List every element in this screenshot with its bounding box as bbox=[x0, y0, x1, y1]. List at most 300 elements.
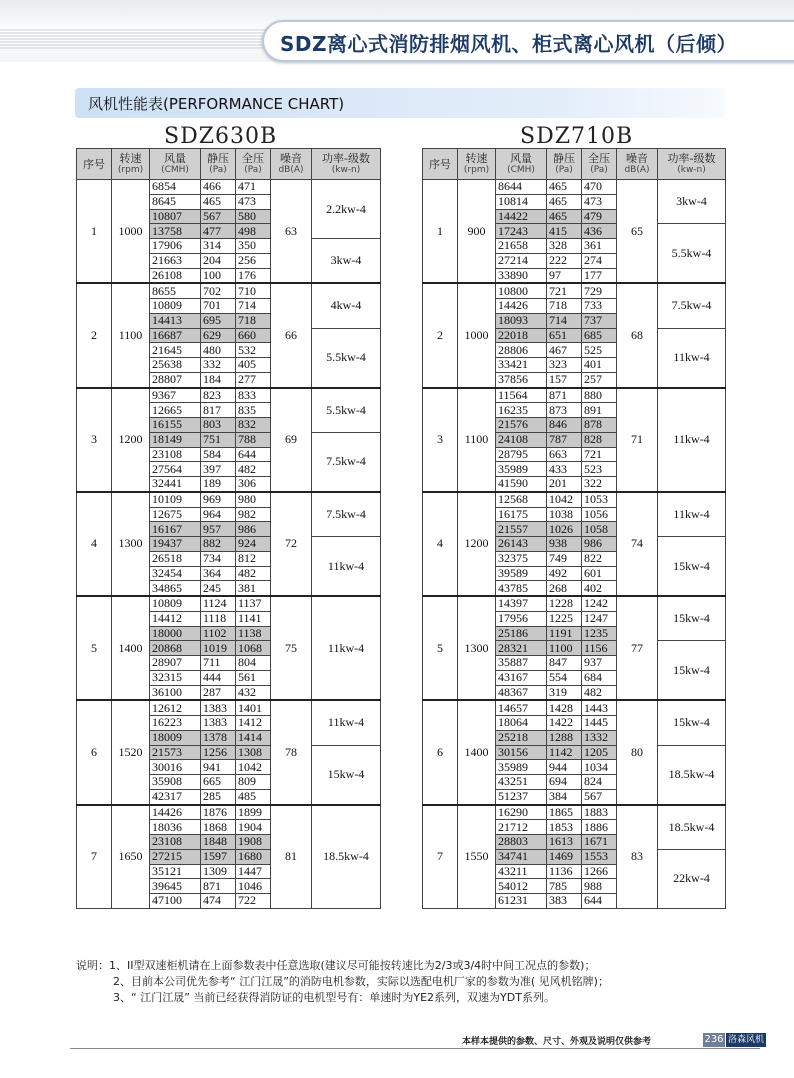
total-cell: 828 bbox=[582, 432, 617, 447]
header-static bbox=[547, 149, 582, 180]
footer-disclaimer: 本样本提供的参数、尺寸、外观及说明仅供参考 bbox=[462, 1037, 652, 1047]
total-cell: 1242 bbox=[582, 596, 617, 611]
header-flow-unit: (CMH) bbox=[507, 165, 535, 175]
flow-cell: 21645 bbox=[150, 343, 201, 358]
table-row bbox=[77, 596, 381, 611]
static-cell: 944 bbox=[547, 760, 582, 775]
flow-cell: 17906 bbox=[150, 239, 201, 254]
total-cell: 525 bbox=[582, 343, 617, 358]
static-cell: 873 bbox=[547, 403, 582, 418]
total-cell: 878 bbox=[582, 418, 617, 433]
total-cell: 721 bbox=[582, 447, 617, 462]
static-cell: 714 bbox=[547, 313, 582, 328]
power-cell: 15kw-4 bbox=[658, 537, 726, 597]
total-cell: 1266 bbox=[582, 864, 617, 879]
power-cell: 5.5kw-4 bbox=[312, 328, 381, 388]
total-cell: 256 bbox=[236, 253, 271, 268]
performance-table-sdz710b bbox=[422, 148, 726, 909]
header-speed-unit: (rpm) bbox=[117, 165, 144, 175]
brand-label: 洛森风机 bbox=[727, 1035, 764, 1045]
flow-cell: 21573 bbox=[150, 745, 201, 760]
flow-cell: 16223 bbox=[150, 716, 201, 731]
flow-cell: 11564 bbox=[496, 388, 547, 403]
total-cell: 381 bbox=[236, 581, 271, 596]
total-cell: 824 bbox=[582, 775, 617, 790]
static-cell: 554 bbox=[547, 670, 582, 685]
total-cell: 1414 bbox=[236, 730, 271, 745]
flow-cell: 13758 bbox=[150, 224, 201, 239]
header-speed-unit: (rpm) bbox=[463, 165, 490, 175]
header-power-unit: (kw-n) bbox=[331, 165, 361, 175]
static-cell: 846 bbox=[547, 418, 582, 433]
static-cell: 751 bbox=[201, 432, 236, 447]
static-cell: 1288 bbox=[547, 730, 582, 745]
static-cell: 1191 bbox=[547, 626, 582, 641]
flow-cell: 18009 bbox=[150, 730, 201, 745]
total-cell: 809 bbox=[236, 775, 271, 790]
total-cell: 733 bbox=[582, 299, 617, 314]
total-cell: 1235 bbox=[582, 626, 617, 641]
power-cell: 15kw-4 bbox=[312, 745, 381, 805]
total-cell: 1034 bbox=[582, 760, 617, 775]
speed-cell: 1520 bbox=[112, 700, 150, 804]
header-seq: 序号 bbox=[77, 149, 112, 180]
flow-cell: 12612 bbox=[150, 700, 201, 715]
static-cell: 465 bbox=[201, 194, 236, 209]
power-cell: 15kw-4 bbox=[658, 596, 726, 641]
power-cell: 7.5kw-4 bbox=[312, 432, 381, 492]
static-cell: 323 bbox=[547, 358, 582, 373]
static-cell: 1118 bbox=[201, 611, 236, 626]
flow-cell: 10109 bbox=[150, 492, 201, 507]
header-static-label: 静压 bbox=[207, 152, 229, 165]
flow-cell: 25218 bbox=[496, 730, 547, 745]
static-cell: 477 bbox=[201, 224, 236, 239]
flow-cell: 27214 bbox=[496, 253, 547, 268]
static-cell: 1848 bbox=[201, 835, 236, 850]
total-cell: 1137 bbox=[236, 596, 271, 611]
header-noise-unit: dB(A) bbox=[624, 165, 650, 175]
flow-cell: 43211 bbox=[496, 864, 547, 879]
power-cell: 7.5kw-4 bbox=[658, 283, 726, 328]
static-cell: 222 bbox=[547, 253, 582, 268]
flow-cell: 18093 bbox=[496, 313, 547, 328]
static-cell: 1428 bbox=[547, 700, 582, 715]
flow-cell: 10800 bbox=[496, 283, 547, 298]
total-cell: 1447 bbox=[236, 864, 271, 879]
header-total-label: 全压 bbox=[588, 152, 610, 165]
total-cell: 350 bbox=[236, 239, 271, 254]
static-cell: 847 bbox=[547, 656, 582, 671]
header-total bbox=[582, 149, 617, 180]
seq-cell: 2 bbox=[77, 283, 112, 387]
flow-cell: 16155 bbox=[150, 418, 201, 433]
static-cell: 1422 bbox=[547, 716, 582, 731]
static-cell: 1100 bbox=[547, 641, 582, 656]
page-title: SDZ离心式消防排烟风机、柜式离心风机（后倾） bbox=[280, 32, 738, 56]
flow-cell: 10809 bbox=[150, 596, 201, 611]
table-row bbox=[77, 492, 381, 507]
header-noise-unit: dB(A) bbox=[278, 165, 304, 175]
total-cell: 986 bbox=[582, 537, 617, 552]
total-cell: 1053 bbox=[582, 492, 617, 507]
power-cell: 18.5kw-4 bbox=[658, 805, 726, 850]
power-cell: 11kw-4 bbox=[658, 492, 726, 537]
total-cell: 1056 bbox=[582, 507, 617, 522]
power-cell: 5.5kw-4 bbox=[312, 388, 381, 433]
table-row bbox=[423, 180, 726, 195]
flow-cell: 14657 bbox=[496, 700, 547, 715]
total-cell: 1553 bbox=[582, 849, 617, 864]
flow-cell: 54012 bbox=[496, 879, 547, 894]
page-number: 236 bbox=[704, 1034, 724, 1045]
flow-cell: 34865 bbox=[150, 581, 201, 596]
static-cell: 1378 bbox=[201, 730, 236, 745]
total-cell: 470 bbox=[582, 180, 617, 195]
flow-cell: 21658 bbox=[496, 239, 547, 254]
model-title-1: SDZ630B bbox=[164, 124, 278, 149]
total-cell: 1068 bbox=[236, 641, 271, 656]
total-cell: 788 bbox=[236, 432, 271, 447]
total-cell: 833 bbox=[236, 388, 271, 403]
total-cell: 832 bbox=[236, 418, 271, 433]
flow-cell: 32454 bbox=[150, 566, 201, 581]
static-cell: 383 bbox=[547, 894, 582, 909]
total-cell: 257 bbox=[582, 372, 617, 387]
flow-cell: 42317 bbox=[150, 789, 201, 804]
total-cell: 532 bbox=[236, 343, 271, 358]
power-cell: 11kw-4 bbox=[312, 596, 381, 700]
header-static-label: 静压 bbox=[553, 152, 575, 165]
header-seq: 序号 bbox=[423, 149, 458, 180]
seq-cell: 6 bbox=[423, 700, 458, 804]
flow-cell: 18149 bbox=[150, 432, 201, 447]
table-header-row bbox=[423, 149, 726, 180]
flow-cell: 16290 bbox=[496, 805, 547, 820]
seq-cell: 3 bbox=[423, 388, 458, 492]
static-cell: 584 bbox=[201, 447, 236, 462]
speed-cell: 1100 bbox=[458, 388, 496, 492]
power-cell: 4kw-4 bbox=[312, 283, 381, 328]
static-cell: 466 bbox=[201, 180, 236, 195]
static-cell: 184 bbox=[201, 372, 236, 387]
flow-cell: 22018 bbox=[496, 328, 547, 343]
static-cell: 397 bbox=[201, 462, 236, 477]
total-cell: 482 bbox=[236, 566, 271, 581]
static-cell: 201 bbox=[547, 477, 582, 492]
static-cell: 1042 bbox=[547, 492, 582, 507]
flow-cell: 28806 bbox=[496, 343, 547, 358]
static-cell: 364 bbox=[201, 566, 236, 581]
table-row bbox=[423, 700, 726, 715]
total-cell: 718 bbox=[236, 313, 271, 328]
total-cell: 937 bbox=[582, 656, 617, 671]
total-cell: 432 bbox=[236, 685, 271, 700]
flow-cell: 10814 bbox=[496, 194, 547, 209]
static-cell: 1026 bbox=[547, 522, 582, 537]
total-cell: 804 bbox=[236, 656, 271, 671]
flow-cell: 30156 bbox=[496, 745, 547, 760]
model-title-2: SDZ710B bbox=[520, 124, 634, 149]
total-cell: 924 bbox=[236, 537, 271, 552]
flow-cell: 43785 bbox=[496, 581, 547, 596]
static-cell: 100 bbox=[201, 268, 236, 283]
total-cell: 880 bbox=[582, 388, 617, 403]
header-total-unit: (Pa) bbox=[590, 165, 608, 175]
header-speed bbox=[458, 149, 496, 180]
static-cell: 97 bbox=[547, 268, 582, 283]
header-static-unit: (Pa) bbox=[209, 165, 227, 175]
static-cell: 1228 bbox=[547, 596, 582, 611]
flow-cell: 12675 bbox=[150, 507, 201, 522]
static-cell: 702 bbox=[201, 283, 236, 298]
total-cell: 176 bbox=[236, 268, 271, 283]
static-cell: 287 bbox=[201, 685, 236, 700]
static-cell: 415 bbox=[547, 224, 582, 239]
flow-cell: 16687 bbox=[150, 328, 201, 343]
table-row bbox=[423, 388, 726, 403]
header-noise-label: 噪音 bbox=[280, 152, 302, 165]
total-cell: 361 bbox=[582, 239, 617, 254]
static-cell: 823 bbox=[201, 388, 236, 403]
flow-cell: 26518 bbox=[150, 551, 201, 566]
static-cell: 734 bbox=[201, 551, 236, 566]
total-cell: 1412 bbox=[236, 716, 271, 731]
static-cell: 882 bbox=[201, 537, 236, 552]
static-cell: 1383 bbox=[201, 716, 236, 731]
flow-cell: 21712 bbox=[496, 820, 547, 835]
total-cell: 405 bbox=[236, 358, 271, 373]
static-cell: 941 bbox=[201, 760, 236, 775]
header-total-unit: (Pa) bbox=[244, 165, 262, 175]
flow-cell: 35887 bbox=[496, 656, 547, 671]
static-cell: 1102 bbox=[201, 626, 236, 641]
header-flow-label: 风量 bbox=[164, 152, 186, 165]
total-cell: 1156 bbox=[582, 641, 617, 656]
table-row bbox=[77, 180, 381, 195]
flow-cell: 18036 bbox=[150, 820, 201, 835]
total-cell: 401 bbox=[582, 358, 617, 373]
speed-cell: 1550 bbox=[458, 805, 496, 909]
flow-cell: 14422 bbox=[496, 209, 547, 224]
flow-cell: 14426 bbox=[496, 299, 547, 314]
total-cell: 482 bbox=[582, 685, 617, 700]
noise-cell: 69 bbox=[271, 388, 312, 492]
total-cell: 986 bbox=[236, 522, 271, 537]
static-cell: 328 bbox=[547, 239, 582, 254]
header-static bbox=[201, 149, 236, 180]
total-cell: 644 bbox=[236, 447, 271, 462]
table-row bbox=[77, 283, 381, 298]
flow-cell: 19437 bbox=[150, 537, 201, 552]
static-cell: 1038 bbox=[547, 507, 582, 522]
total-cell: 601 bbox=[582, 566, 617, 581]
total-cell: 471 bbox=[236, 180, 271, 195]
flow-cell: 21557 bbox=[496, 522, 547, 537]
static-cell: 1383 bbox=[201, 700, 236, 715]
total-cell: 567 bbox=[582, 789, 617, 804]
speed-cell: 1650 bbox=[112, 805, 150, 909]
table-row bbox=[423, 805, 726, 820]
static-cell: 189 bbox=[201, 477, 236, 492]
total-cell: 473 bbox=[236, 194, 271, 209]
static-cell: 285 bbox=[201, 789, 236, 804]
header-power-label: 功率-级数 bbox=[667, 152, 716, 165]
static-cell: 1876 bbox=[201, 805, 236, 820]
total-cell: 1443 bbox=[582, 700, 617, 715]
table-row bbox=[77, 805, 381, 820]
flow-cell: 12568 bbox=[496, 492, 547, 507]
speed-cell: 1400 bbox=[112, 596, 150, 700]
seq-cell: 5 bbox=[423, 596, 458, 700]
flow-cell: 28795 bbox=[496, 447, 547, 462]
flow-cell: 35989 bbox=[496, 462, 547, 477]
speed-cell: 1300 bbox=[112, 492, 150, 596]
header-noise bbox=[617, 149, 658, 180]
speed-cell: 1100 bbox=[112, 283, 150, 387]
power-cell: 22kw-4 bbox=[658, 849, 726, 908]
total-cell: 1332 bbox=[582, 730, 617, 745]
seq-cell: 5 bbox=[77, 596, 112, 700]
static-cell: 1868 bbox=[201, 820, 236, 835]
static-cell: 663 bbox=[547, 447, 582, 462]
power-cell: 2.2kw-4 bbox=[312, 180, 381, 239]
noise-cell: 74 bbox=[617, 492, 658, 596]
flow-cell: 25186 bbox=[496, 626, 547, 641]
static-cell: 474 bbox=[201, 894, 236, 909]
flow-cell: 14397 bbox=[496, 596, 547, 611]
flow-cell: 18064 bbox=[496, 716, 547, 731]
header-flow-label: 风量 bbox=[510, 152, 532, 165]
total-cell: 322 bbox=[582, 477, 617, 492]
flow-cell: 6854 bbox=[150, 180, 201, 195]
header-speed-label: 转速 bbox=[119, 152, 142, 165]
speed-cell: 1200 bbox=[112, 388, 150, 492]
total-cell: 274 bbox=[582, 253, 617, 268]
total-cell: 402 bbox=[582, 581, 617, 596]
total-cell: 812 bbox=[236, 551, 271, 566]
noise-cell: 72 bbox=[271, 492, 312, 596]
header-flow bbox=[496, 149, 547, 180]
total-cell: 710 bbox=[236, 283, 271, 298]
flow-cell: 8645 bbox=[150, 194, 201, 209]
total-cell: 1138 bbox=[236, 626, 271, 641]
total-cell: 891 bbox=[582, 403, 617, 418]
static-cell: 1136 bbox=[547, 864, 582, 879]
note-line-1: 说明：1、II型双速柜机请在上面参数表中任意选取(建议尽可能按转速比为2/3或3/4时中间工况点的参数)； bbox=[76, 959, 596, 972]
header-power bbox=[658, 149, 726, 180]
noise-cell: 75 bbox=[271, 596, 312, 700]
static-cell: 721 bbox=[547, 283, 582, 298]
flow-cell: 16175 bbox=[496, 507, 547, 522]
header-flow-unit: (CMH) bbox=[161, 165, 189, 175]
table-body bbox=[77, 180, 381, 909]
static-cell: 711 bbox=[201, 656, 236, 671]
static-cell: 1124 bbox=[201, 596, 236, 611]
table-row bbox=[423, 283, 726, 298]
power-cell: 3kw-4 bbox=[312, 239, 381, 284]
total-cell: 644 bbox=[582, 894, 617, 909]
static-cell: 969 bbox=[201, 492, 236, 507]
flow-cell: 20868 bbox=[150, 641, 201, 656]
power-cell: 18.5kw-4 bbox=[312, 805, 381, 909]
flow-cell: 33421 bbox=[496, 358, 547, 373]
table-row bbox=[77, 388, 381, 403]
flow-cell: 51237 bbox=[496, 789, 547, 804]
flow-cell: 48367 bbox=[496, 685, 547, 700]
seq-cell: 4 bbox=[423, 492, 458, 596]
total-cell: 1680 bbox=[236, 849, 271, 864]
static-cell: 629 bbox=[201, 328, 236, 343]
static-cell: 1019 bbox=[201, 641, 236, 656]
total-cell: 980 bbox=[236, 492, 271, 507]
total-cell: 685 bbox=[582, 328, 617, 343]
total-cell: 485 bbox=[236, 789, 271, 804]
total-cell: 1308 bbox=[236, 745, 271, 760]
static-cell: 492 bbox=[547, 566, 582, 581]
flow-cell: 32375 bbox=[496, 551, 547, 566]
static-cell: 785 bbox=[547, 879, 582, 894]
flow-cell: 28803 bbox=[496, 835, 547, 850]
seq-cell: 7 bbox=[423, 805, 458, 909]
flow-cell: 16167 bbox=[150, 522, 201, 537]
static-cell: 1309 bbox=[201, 864, 236, 879]
notes bbox=[76, 958, 609, 1006]
power-cell: 18.5kw-4 bbox=[658, 745, 726, 805]
table-body bbox=[423, 180, 726, 909]
power-cell: 5.5kw-4 bbox=[658, 224, 726, 284]
noise-cell: 65 bbox=[617, 180, 658, 284]
flow-cell: 21576 bbox=[496, 418, 547, 433]
total-cell: 737 bbox=[582, 313, 617, 328]
noise-cell: 71 bbox=[617, 388, 658, 492]
table-header-row bbox=[77, 149, 381, 180]
total-cell: 306 bbox=[236, 477, 271, 492]
static-cell: 871 bbox=[547, 388, 582, 403]
header-speed-label: 转速 bbox=[465, 152, 488, 165]
flow-cell: 26108 bbox=[150, 268, 201, 283]
static-cell: 1142 bbox=[547, 745, 582, 760]
noise-cell: 80 bbox=[617, 700, 658, 804]
static-cell: 319 bbox=[547, 685, 582, 700]
note-line-2: 2、目前本公司优先参考“ 江门江晟”的消防电机参数，实际以选配电机厂家的参数为准( 见风机铭牌)； bbox=[113, 975, 609, 988]
power-cell: 11kw-4 bbox=[312, 537, 381, 597]
note-line-3: 3、“ 江门江晟” 当前已经获得消防证的电机型号有：单速时为YE2系列，双速为YDT系列。 bbox=[113, 991, 555, 1004]
total-cell: 1671 bbox=[582, 835, 617, 850]
static-cell: 1256 bbox=[201, 745, 236, 760]
static-cell: 665 bbox=[201, 775, 236, 790]
total-cell: 1886 bbox=[582, 820, 617, 835]
flow-cell: 35121 bbox=[150, 864, 201, 879]
total-cell: 1205 bbox=[582, 745, 617, 760]
table-row bbox=[423, 492, 726, 507]
speed-cell: 1200 bbox=[458, 492, 496, 596]
footer-rule bbox=[70, 1048, 760, 1049]
static-cell: 803 bbox=[201, 418, 236, 433]
total-cell: 1141 bbox=[236, 611, 271, 626]
speed-cell: 1000 bbox=[112, 180, 150, 284]
total-cell: 1042 bbox=[236, 760, 271, 775]
total-cell: 436 bbox=[582, 224, 617, 239]
flow-cell: 36100 bbox=[150, 685, 201, 700]
header-static-unit: (Pa) bbox=[555, 165, 573, 175]
total-cell: 1046 bbox=[236, 879, 271, 894]
flow-cell: 32315 bbox=[150, 670, 201, 685]
total-cell: 479 bbox=[582, 209, 617, 224]
total-cell: 1401 bbox=[236, 700, 271, 715]
static-cell: 332 bbox=[201, 358, 236, 373]
static-cell: 964 bbox=[201, 507, 236, 522]
